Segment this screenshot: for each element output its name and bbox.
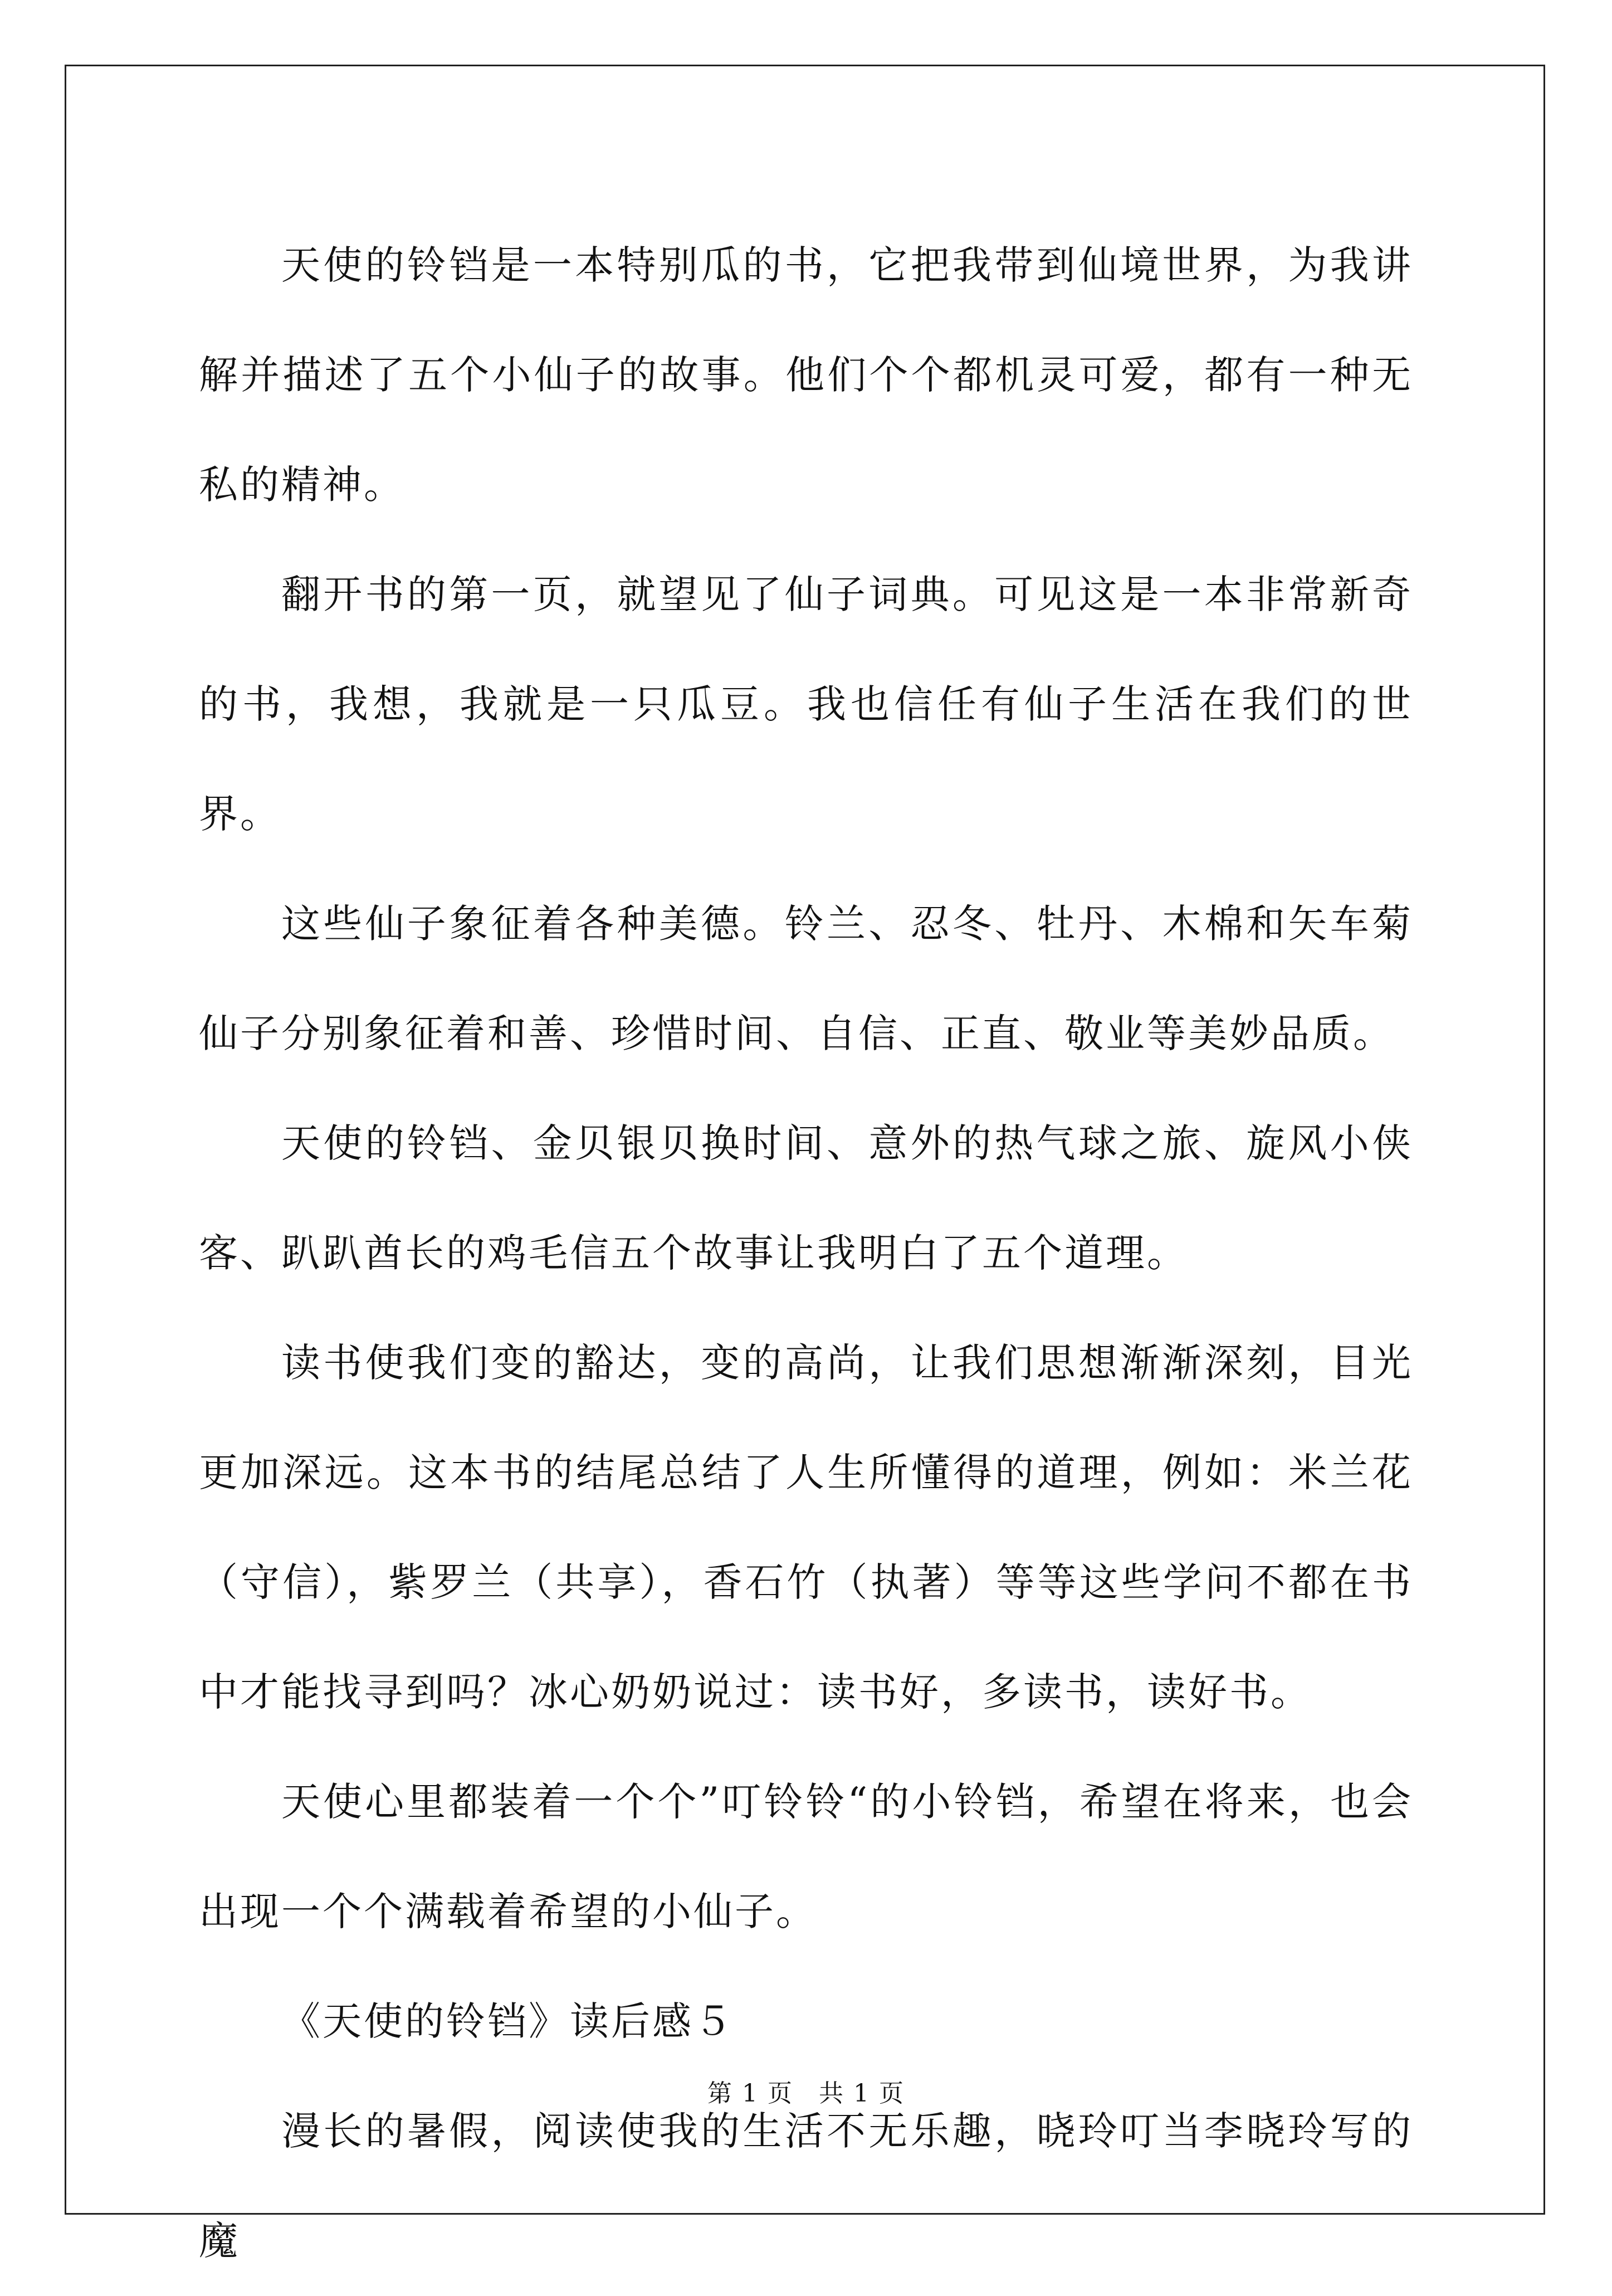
paragraph-1: 天使的铃铛是一本特别瓜的书，它把我带到仙境世界，为我讲解并描述了五个小仙子的故事。他们个个都机灵可爱，都有一种无私的精神。 bbox=[199, 242, 1413, 508]
document-body bbox=[199, 211, 1413, 2296]
paragraph-4: 天使的铃铛、金贝银贝换时间、意外的热气球之旅、旋风小侠客、趴趴酋长的鸡毛信五个故事让我明白了五个道理。 bbox=[199, 1120, 1413, 1276]
paragraph-6: 天使心里都装着一个个”叮铃铃“的小铃铛，希望在将来，也会出现一个个满载着希望的小仙子。 bbox=[199, 1779, 1413, 1934]
paragraph-5: 读书使我们变的豁达，变的高尚，让我们思想渐渐深刻，目光更加深远。这本书的结尾总结了人生所懂得的道理，例如：米兰花（守信），紫罗兰（共享），香石竹（执著）等等这些学问不都在书中才能找寻到吗？冰心奶奶说过：读书好，多读书，读好书。 bbox=[199, 1340, 1413, 1715]
paragraph-7: 漫长的暑假，阅读使我的生活不无乐趣，晓玲叮当李晓玲写的魔 bbox=[199, 2108, 1413, 2264]
paragraph-3: 这些仙子象征着各种美德。铃兰、忍冬、牡丹、木棉和矢车菊仙子分别象征着和善、珍惜时间、自信、正直、敬业等美妙品质。 bbox=[199, 901, 1413, 1056]
page-footer: 第 1 页 共 1 页 bbox=[707, 2079, 905, 2108]
section-heading: 《天使的铃铛》读后感５ bbox=[281, 1998, 735, 2044]
paragraph-2: 翻开书的第一页，就望见了仙子词典。可见这是一本非常新奇的书，我想，我就是一只瓜豆。我也信任有仙子生活在我们的世界。 bbox=[199, 572, 1413, 837]
